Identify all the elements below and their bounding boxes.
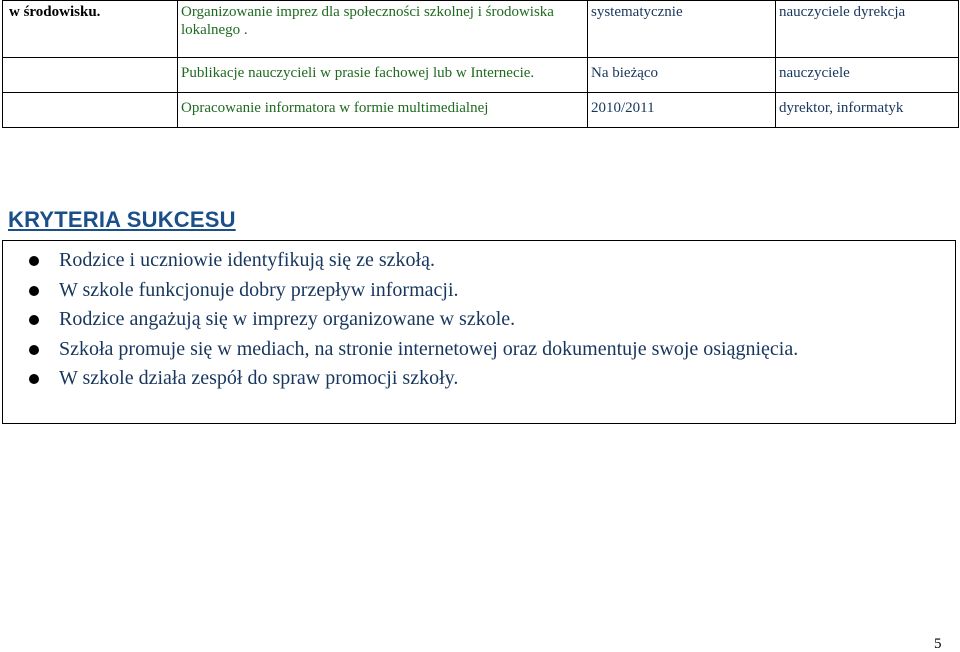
table-row <box>3 93 959 128</box>
category-cell <box>3 58 178 93</box>
criteria-item <box>3 246 955 276</box>
criteria-item-text: W szkole funkcjonuje dobry przepływ informacji. <box>59 278 459 301</box>
category-cell <box>3 93 178 128</box>
action-plan-table <box>2 0 959 128</box>
responsible-cell: nauczyciele <box>776 58 959 93</box>
criteria-item-text: Rodzice angażują się w imprezy organizowane w szkole. <box>59 308 516 330</box>
criteria-item-text: Rodzice i uczniowie identyfikują się ze szkołą. <box>59 249 435 271</box>
timing-cell: 2010/2011 <box>588 93 776 128</box>
bullet-icon <box>29 374 39 384</box>
category-cell: w środowisku. <box>3 1 178 58</box>
task-cell: Publikacje nauczycieli w prasie fachowej lub w Internecie. <box>178 58 588 93</box>
table-row <box>3 1 959 58</box>
criteria-list <box>3 241 955 394</box>
bullet-icon <box>29 345 39 355</box>
bullet-icon <box>29 256 39 266</box>
criteria-item <box>3 335 955 365</box>
criteria-heading: KRYTERIA SUKCESU <box>8 207 236 232</box>
criteria-item-text: Szkoła promuje się w mediach, na stronie internetowej oraz dokumentuje swoje osiągnięcia. <box>59 337 799 360</box>
criteria-item <box>3 305 955 335</box>
criteria-item-text: W szkole działa zespół do spraw promocji szkoły. <box>59 367 459 389</box>
timing-cell: systematycznie <box>588 1 776 58</box>
task-cell: Organizowanie imprez dla społeczności szkolnej i środowiska lokalnego . <box>178 1 588 58</box>
responsible-cell: dyrektor, informatyk <box>776 93 959 128</box>
responsible-cell: nauczyciele dyrekcja <box>776 1 959 58</box>
page-number: 5 <box>934 636 942 652</box>
timing-cell: Na bieżąco <box>588 58 776 93</box>
bullet-icon <box>29 286 39 296</box>
table-row <box>3 58 959 93</box>
criteria-item <box>3 364 955 394</box>
criteria-item <box>3 276 955 306</box>
bullet-icon <box>29 315 39 325</box>
task-cell: Opracowanie informatora w formie multimedialnej <box>178 93 588 128</box>
criteria-box <box>2 240 956 424</box>
